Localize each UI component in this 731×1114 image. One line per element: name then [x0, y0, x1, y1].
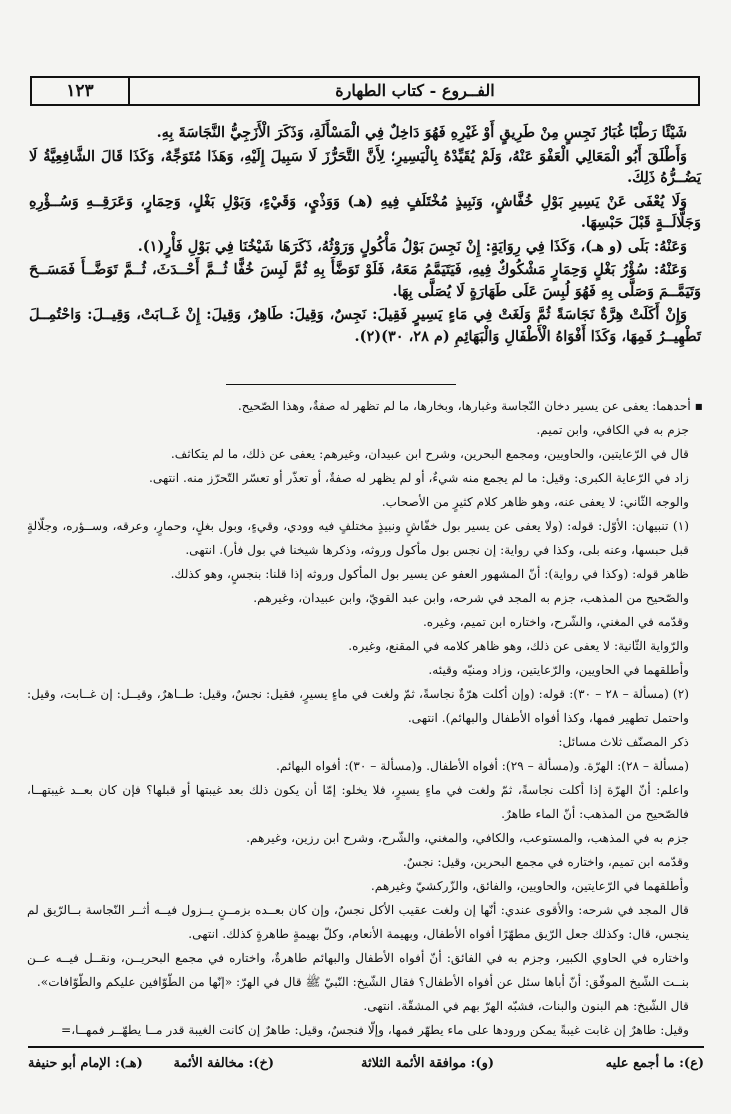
footnote-line: (١) تنبيهان: الأوّل: قوله: (ولا يعفى عن يسير بول خفّاشٍ ونبيذٍ مختلفٍ فيه وودي، وقيءٍ، وبول بغلٍ، وحمارٍ، وعرقه، وســؤره، وجلّالةٍ قبل حبسها، وعنه بلى، وكذا في رواية: إن نجس بول مأكول وروثه، وذكرها شيخنا في بول فأر). انتهى. [27, 519, 689, 557]
footnotes [27, 394, 703, 1042]
legend-item: (هـ): الإمام أبو حنيفة [28, 1056, 143, 1071]
legend-item: (خ): مخالفة الأئمة [173, 1056, 274, 1071]
main-paragraph: وَأَطْلَقَ أَبُو الْمَعَالِي الْعَفْوَ عَنْهُ، وَلَمْ يُقَيِّدْهُ بِالْيَسِيرِ؛ لِأَنَّ التَّحَرُّزَ لَا سَبِيلَ إِلَيْهِ، وَهَذَا مُتَوَجِّهٌ، وَكَذَا قَالَ الشَّافِعِيَّةُ لَا يَضُــرُّهُ ذَلِكَ. [29, 147, 701, 186]
main-paragraph: وَعَنْهُ: سُؤْرُ بَغْلٍ وَحِمَارٍ مَشْكُوكٌ فِيهِ، فَيَتَيَمَّمُ مَعَهُ، فَلَوْ تَوَضَّأَ بِهِ ثُمَّ لَبِسَ خُفًّا ثُــمَّ أَحْــدَثَ، ثُــمَّ تَوَضَّــأَ فَمَسَــحَ وَتَيَمَّــمَ وَصَلَّى بِهِ فَهُوَ لُبِسَ عَلَى طَهَارَةٍ لَا يُصَلَّى بِهَا. [29, 261, 701, 300]
bullet-mark: ▪ [694, 399, 703, 413]
main-paragraph: وَلَا يُعْفَى عَنْ يَسِيرِ بَوْلِ خُفَّاشٍ، وَنَبِيذٍ مُخْتَلَفٍ فِيهِ (هـ) وَوَذْيٍ، وَقَيْءٍ، وَبَوْلِ بَغْلٍ، وَحِمَارٍ، وَعَرَقِــهِ وَسُــؤْرِهِ وَجَلَّالَــةٍ قَبْلَ حَبْسِهَا. [29, 192, 701, 231]
legend-item: (ع): ما أجمع عليه [605, 1056, 704, 1071]
main-paragraph: وَعَنْهُ: بَلَى (و هـ)، وَكَذَا فِي رِوَايَةٍ: إِنْ نَجِسَ بَوْلُ مَأْكُولٍ وَرَوْثُهُ، ذَكَرَهَا شَيْخُنَا فِي بَوْلِ فَأْرٍ(١). [137, 237, 687, 255]
footnote-line: جزم به في الكافي، وابن تميم. [536, 423, 689, 437]
main-paragraph: شَيْئًا رَطْبًا غُبَارُ نَجِسٍ مِنْ طَرِيقٍ أَوْ غَيْرِهِ فَهُوَ دَاخِلٌ فِي الْمَسْأَلَةِ، وَذَكَرَ الْأَزَجِيُّ النَّجَاسَةَ بِهِ. [156, 124, 687, 141]
footnote-line: قال في الرّعايتين، والحاويين، ومجمع البحرين، وشرح ابن عبيدان، وغيرهم: يعفى عن ذلك، ما لم يتكاثف. [170, 447, 689, 461]
footnote-line: وقدّمه في المغني، والشّرح، واختاره ابن تميم، وغيره. [422, 615, 689, 629]
footnote-line: ظاهر قوله: (وكذا في رواية): أنّ المشهور العفو عن يسير بول المأكول وروثه إذا قلنا: بنجسٍ، وهو كذلك. [170, 567, 689, 581]
main-paragraph: وَإِنْ أَكَلَتْ هِرَّةٌ نَجَاسَةً ثُمَّ وَلَغَتْ فِي مَاءٍ يَسِيرٍ فَقِيلَ: نَجِسٌ، وَقِيلَ: طَاهِرٌ، وَقِيلَ: إِنْ غَــابَتْ، وَقِيــلَ: وَاحْتُمِــلَ تَطْهِيــرُ فَمِهَا، وَكَذَا أَفْوَاهُ الْأَطْفَالِ وَالْبَهَائِمِ (م ٢٨، ٣٠)(٢). [29, 306, 701, 345]
footnote-line: وأطلقهما في الرّعايتين، والحاويين، والفائق، والزّركشيّ وغيرهم. [370, 879, 689, 893]
main-text [29, 122, 701, 349]
footnote-line: (٢) (مسألة – ٢٨ – ٣٠): قوله: (وإن أكلت هرّةٌ نجاسةً، ثمّ ولغت في ماءٍ يسيرٍ، فقيل: نجسٌ، وقيل: طــاهرٌ، وقيــل: إن غــابت، وقيل: واحتمل تطهير فمها، وكذا أفواه الأطفال والبهائم). انتهى. [27, 687, 689, 725]
footer-separator [28, 1046, 704, 1048]
footnote-line: قال الشّيخ: هم البنون والبنات، فشبّه الهرّ بهم في المشقّة. انتهى. [363, 999, 689, 1013]
footnote-line: والصّحيح من المذهب، جزم به المجد في شرحه، وابن عبد القويّ، وابن عبيدان، وغيرهم. [253, 591, 689, 605]
footnote-line: (مسألة – ٢٨): الهرّة. و(مسألة – ٢٩): أفواه الأطفال. و(مسألة – ٣٠): أفواه البهائم. [275, 759, 689, 773]
footnote-line: واعلم: أنّ الهرّة إذا أكلت نجاسةً، ثمّ ولغت في ماءٍ يسيرٍ، فلا يخلو: إمّا أن يكون ذلك بعد غيبتها أو قبلها؟ فإن كان بعــد غيبتهــا، فالصّحيح من المذهب: أنّ الماء طاهرٌ. [27, 783, 689, 821]
footnote-line: قال المجد في شرحه: والأقوى عندي: أنّها إن ولغت عقيب الأكل نجسٌ، وإن كان بعــده بزمــنٍ يــزول فيــه أثــر النّجاسة بــالرّيق لم ينجس، قال: وكذلك جعل الرّيق مطهّرًا أفواه الأطفال، وبهيمة الأنعام، وكلّ بهيمةٍ طاهرةٍ كذلك. انتهى. [27, 903, 689, 941]
footnote-line: واختاره في الحاوي الكبير، وجزم به في الفائق: أنّ أفواه الأطفال والبهائم طاهرةٌ، واختاره في مجمع البحريــن، ونقــل فيــه عــن بنــت الشّيخ الموفّق: أنّ أباها سئل عن أفواه الأطفال؟ فقال الشّيخ: النّبيّ ﷺ قال في الهرّ: «إنّها من الطّوّافين عليكم والطّوّافات». [27, 951, 689, 989]
footnote-line: وقدّمه ابن تميم، واختاره في مجمع البحرين، وقيل: نجسٌ. [402, 855, 689, 869]
footnote-line: زاد في الرّعاية الكبرى: وقيل: ما لم يجمع منه شيءٌ، أو لم يظهر له صفةٌ، أو تعذّر أو تعسّر التّحرّز منه. انتهى. [148, 471, 689, 485]
footnote-line: والرّواية الثّانية: لا يعفى عن ذلك، وهو ظاهر كلامه في المقنع، وغيره. [348, 639, 689, 653]
footnote-line: ذكر المصنّف ثلاث مسائل: [558, 735, 689, 749]
page-number: ١٢٣ [32, 78, 130, 104]
footnote-line: جزم به في المذهب، والمستوعب، والكافي، والمغني، والشّرح، وشرح ابن رزين، وغيرهم. [246, 831, 689, 845]
footnote-line: ▪أحدهما: يعفى عن يسير دخان النّجاسة وغبارها، وبخارها، ما لم تظهر له صفةٌ، وهذا الصّحيح. [237, 399, 703, 413]
legend-item: (و): موافقة الأئمة الثلاثة [361, 1056, 494, 1071]
abbreviation-legend [28, 1052, 704, 1076]
running-title: الفــروع - كتاب الطهارة [335, 81, 495, 100]
footnote-line: وأطلقهما في الحاويين، والرّعايتين، وزاد ومنيّه وقيئه. [428, 663, 689, 677]
footnote-line: والوجه الثّاني: لا يعفى عنه، وهو ظاهر كلام كثيرٍ من الأصحاب. [381, 495, 689, 509]
footnote-separator [226, 384, 456, 385]
footnote-line: وقيل: طاهرٌ إن غابت غيبةً يمكن ورودها على ماء يطهّر فمها، وإلّا فنجسٌ، وقيل: طاهرٌ إن كانت الغيبة قدر مــا يطهّــر فمهــا،= [61, 1023, 689, 1037]
page-header [30, 76, 700, 106]
